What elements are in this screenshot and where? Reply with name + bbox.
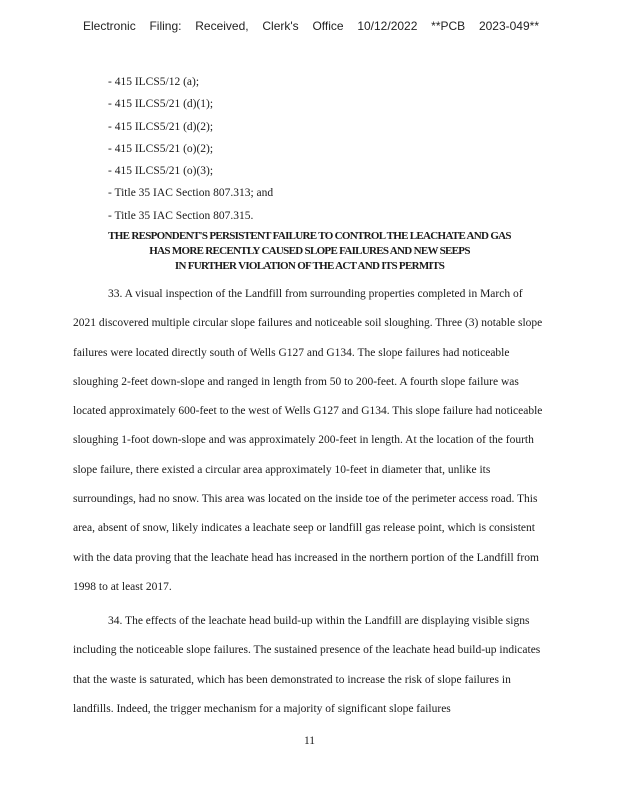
citation-item: - Title 35 IAC Section 807.313; and — [108, 187, 274, 200]
citation-item: - 415 ILCS5/12 (a); — [108, 76, 200, 88]
citation-item: - Title 35 IAC Section 807.315. — [108, 209, 254, 222]
citation-item: - 415 ILCS5/21 (o)(3); — [108, 165, 214, 178]
header-case-number: 2023-049** — [478, 19, 539, 33]
header-date: 10/12/2022 — [357, 19, 418, 33]
citation-item: - 415 ILCS5/21 (o)(2); — [108, 142, 214, 155]
section-heading-line: IN FURTHER VIOLATION OF THE ACT AND ITS PERMITS — [174, 260, 445, 272]
header-word: Filing: — [149, 19, 182, 33]
section-heading — [95, 229, 524, 274]
citation-item: - 415 ILCS5/21 (d)(1); — [108, 98, 214, 111]
section-heading-line: HAS MORE RECENTLY CAUSED SLOPE FAILURES AND NEW SEEPS — [149, 245, 470, 257]
header-word: Electronic — [83, 19, 136, 33]
section-heading-line: THE RESPONDENT'S PERSISTENT FAILURE TO CONTROL THE LEACHATE AND GAS — [108, 230, 511, 242]
citation-list — [108, 71, 273, 227]
header-word: Clerk's — [262, 19, 299, 33]
paragraph-34: 34. The effects of the leachate head build-up within the Landfill are displaying visible signs including the noticeable slope failures. The sustained presence of the leachate head build-up indicates that the waste is saturated, which has been demonstrated to increase the risk of slope failures in landfills. Indeed, the trigger mechanism for a majority of significant slope failures — [73, 615, 541, 715]
header-word: **PCB — [431, 19, 466, 33]
header-word: Received, — [195, 19, 249, 33]
header-word: Office — [312, 19, 344, 33]
citation-item: - 415 ILCS5/21 (d)(2); — [108, 120, 214, 133]
filing-stamp-header — [83, 19, 539, 33]
page-number: 11 — [303, 735, 316, 747]
paragraph-33: 33. A visual inspection of the Landfill from surrounding properties completed in March of 2021 discovered multiple circular slope failures and noticeable soil sloughing. Three (3) notable slope failures were located directly south of Wells G127 and G134. The slope failures had noticeable sloughing 2-feet down-slope and ranged in length from 50 to 200-feet. A fourth slope failure was located approximately 600-feet to the west of Wells G127 and G134. This slope failure had noticeable sloughing 1-foot down-slope and was approximately 200-feet in length. At the location of the fourth slope failure, there existed a circular area approximately 10-feet in diameter that, unlike its surroundings, had no snow. This area was located on the inside toe of the perimeter access road. This area, absent of snow, likely indicates a leachate seep or landfill gas release point, which is consistent with the data proving that the leachate head has increased in the northern portion of the Landfill from 1998 to at least 2017. — [73, 288, 543, 593]
